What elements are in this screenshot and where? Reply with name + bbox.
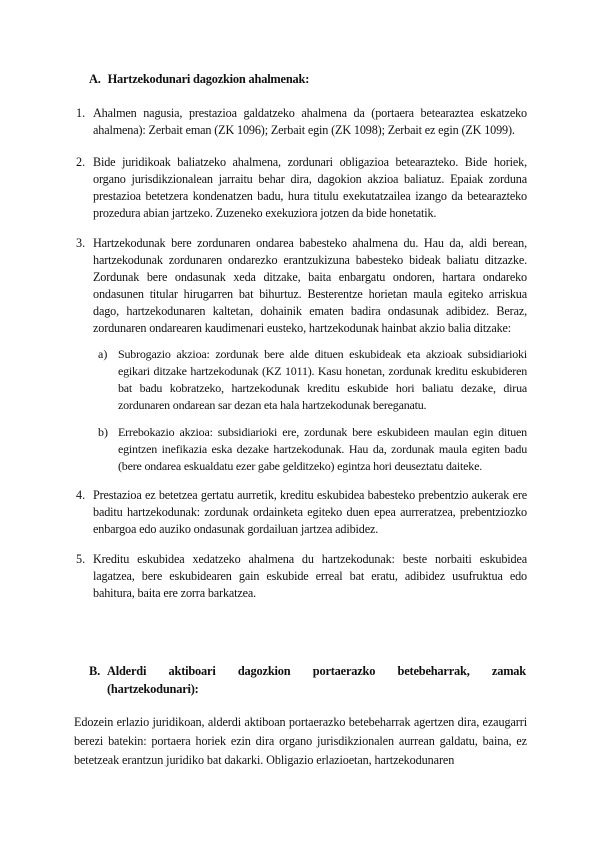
item-1-number: 1. bbox=[76, 106, 86, 120]
item-1-text: Ahalmen nagusia, prestazioa galdatzeko ahalmena da (portaera betearaztea eskatzeko ahalmena): Zerbait eman (ZK 1096); Zerbait egin (ZK 1098); Zerbait ez egin (ZK 1099). bbox=[93, 106, 527, 137]
section-b-marker: B. bbox=[89, 664, 100, 678]
subitem-b-text: Errebokazio akzioa: subsidiarioki ere, zordunak bere eskubideen maulan egin dituen egintzen inefikazia eska dezake hartzekodunak. Hau da, zordunak maula egiten badu (bere ondarea eskualdatu ezer gabe gelditzeko) egintza hori deuseztatu daiteke. bbox=[118, 425, 527, 473]
item-5-number: 5. bbox=[76, 552, 86, 566]
section-a-heading bbox=[89, 71, 389, 87]
item-4-text: Prestazioa ez betetzea gertatu aurretik, kreditu eskubidea babesteko prebentzio aukerak ere baditu hartzekodunak: zordunak ordainketa egiteko duen epea aurreratzea, prebentziozko enbargoa edo auziko ondasunak gordailuan jartzea adibidez. bbox=[93, 488, 527, 536]
subitem-a-text: Subrogazio akzioa: zordunak bere alde dituen eskubideak eta akzioak subsidiarioki egikari ditzake hartzekodunak (KZ 1011). Kasu honetan, zordunak kreditu eskubideren bat badu kobratzeko, hartzekodunak kreditu eskubide hori baliatu dezake, dirua zordunaren ondarean sar dezan eta hala hartzekodunak bereganatu. bbox=[118, 347, 527, 412]
item-5-text: Kreditu eskubidea xedatzeko ahalmena du hartzekodunak: beste norbaiti eskubidea lagatzea, bere eskubidearen gain eskubide erreal bat eratu, adibidez usufruktua edo bahitura, baita ere zorra barkatzea. bbox=[93, 552, 527, 600]
section-a-marker: A. bbox=[89, 72, 101, 86]
section-a-title: Hartzekodunari dagozkion ahalmenak: bbox=[107, 72, 310, 86]
section-b-title-line1: Alderdi aktiboari dagozkion portaerazko betebeharrak, zamak bbox=[107, 664, 526, 678]
item-3-text: Hartzekodunak bere zordunaren ondarea babesteko ahalmena du. Hau da, aldi berean, hartzekodunak zordunaren ondarezko erantzukizuna babesteko bideak baliatu ditzazke. Zordunak bere ondasunak xeda ditzake, baita enbargatu ondoren, hartara ondareko ondasunen titular hirugarren bat bihurtuz. Besterentze horietan maula egiteko arriskua dago, hartzekodunaren kaltetan, dohainik ematen badira ondasunak adibidez. Beraz, zordunaren ondarearen kaudimenari eusteko, hartzekodunak hainbat akzio balia ditzake: bbox=[93, 236, 527, 335]
item-4-number: 4. bbox=[76, 488, 86, 502]
section-b-paragraph: Edozein erlazio juridikoan, alderdi aktiboan portaerazko betebeharrak agertzen dira, ezaugarri berezi batekin: portaera horiek ezin dira organo jurisdikzionalen aurrean galdatu, baina, ez betetzeak erantzun juridiko bat dakarki. Obligazio erlazioetan, hartzekodunaren bbox=[74, 715, 527, 767]
item-2-number: 2. bbox=[76, 155, 86, 169]
subitem-a-letter: a) bbox=[98, 347, 108, 361]
section-b-title-line2: (hartzekodunari): bbox=[107, 682, 199, 696]
item-2-text: Bide juridikoak baliatzeko ahalmena, zordunari obligazioa betearazteko. Bide horiek, organo jurisdikzionalean jarraitu behar dira, dagokion akzioa baliatuz. Epaiak zorduna prestazioa betetzera kondenatzen badu, hura titulu exekutatzailea izango da betearazteko prozedura abian jartzeko. Zuzeneko exekuziora jotzen da bide honetatik. bbox=[93, 155, 527, 220]
item-3-number: 3. bbox=[76, 236, 86, 250]
subitem-b-letter: b) bbox=[98, 425, 108, 439]
